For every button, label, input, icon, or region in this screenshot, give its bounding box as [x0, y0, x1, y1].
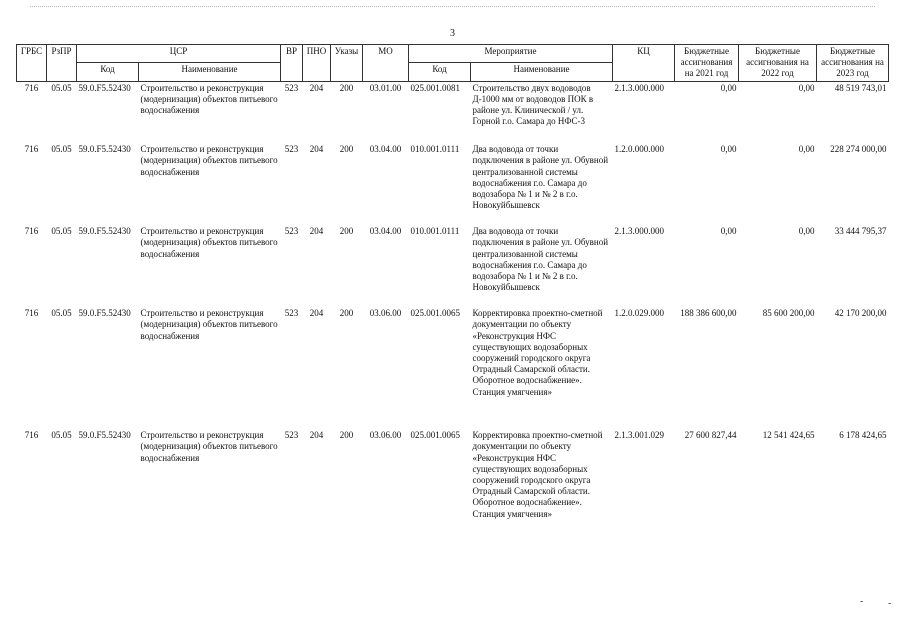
cell-grbs: 716 [24, 430, 39, 441]
cell-rzpr: 05.05 [51, 430, 72, 441]
cell-budget-2022: 0,00 [798, 144, 815, 155]
cell-budget-2021: 0,00 [720, 144, 737, 155]
cell-kc: 1.2.0.000.000 [614, 144, 664, 155]
header-csr: ЦСР [77, 45, 281, 63]
cell-vr: 523 [284, 82, 299, 93]
cell-csr-name: Строительство и реконструкция (модернизация) объектов питьевого водоснабжения [140, 430, 278, 463]
cell-rzpr: 05.05 [51, 82, 72, 93]
cell-budget-2023: 228 274 000,00 [830, 144, 887, 155]
header-vr: ВР [281, 45, 303, 82]
cell-pno: 204 [309, 226, 324, 237]
cell-csr-code: 59.0.F5.52430 [78, 226, 131, 237]
header-budget-2022: Бюджетные ассигнования на 2022 год [739, 45, 817, 82]
cell-ukazy: 200 [339, 144, 354, 155]
cell-vr: 523 [284, 144, 299, 155]
table-row [17, 225, 889, 307]
cell-grbs: 716 [24, 226, 39, 237]
cell-event-code: 010.001.0111 [410, 144, 460, 155]
cell-csr-name: Строительство и реконструкция (модернизация) объектов питьевого водоснабжения [140, 226, 278, 259]
cell-kc: 2.1.3.000.000 [614, 226, 664, 237]
cell-event-name: Два водовода от точки подключения в районе ул. Обувной централизованной системы водоснабжения г.о. Самара до водозабора № 1 и № 2 в г.о. Новокуйбышевск [472, 144, 609, 211]
cell-event-name: Корректировка проектно-сметной документации по объекту «Реконструкция НФС существующих водозаборных сооружений городского округа Отрадный Самарской области. Оборотное водоснабжение». Станция умягчения» [472, 430, 603, 519]
cell-pno: 204 [309, 82, 324, 93]
cell-pno: 204 [309, 144, 324, 155]
cell-budget-2022: 12 541 424,65 [762, 430, 815, 441]
header-grbs: ГРБС [17, 45, 47, 82]
cell-budget-2023: 33 444 795,37 [834, 226, 887, 237]
cell-budget-2022: 0,00 [798, 226, 815, 237]
cell-mo: 03.04.00 [369, 226, 402, 237]
cell-budget-2023: 48 519 743,01 [834, 82, 887, 93]
header-pno: ПНО [303, 45, 331, 82]
cell-budget-2022: 0,00 [798, 82, 815, 93]
header-budget-2021: Бюджетные ассигнования на 2021 год [675, 45, 739, 82]
page-number: 3 [450, 28, 455, 39]
cell-budget-2023: 42 170 200,00 [834, 308, 887, 319]
cell-event-name: Два водовода от точки подключения в районе ул. Обувной централизованной системы водоснабжения г.о. Самара до водозабора № 1 и № 2 в г.о. Новокуйбышевск [472, 226, 609, 293]
cell-ukazy: 200 [339, 430, 354, 441]
cell-csr-code: 59.0.F5.52430 [78, 308, 131, 319]
cell-kc: 1.2.0.029.000 [614, 308, 664, 319]
table-row [17, 429, 889, 533]
table-row [17, 143, 889, 225]
cell-event-name: Строительство двух водоводов Д-1000 мм от водоводов ПОК в районе ул. Клинической / ул. Горной г.о. Самара до НФС-3 [472, 82, 594, 127]
cell-csr-name: Строительство и реконструкция (модернизация) объектов питьевого водоснабжения [140, 308, 278, 341]
cell-budget-2022: 85 600 200,00 [762, 308, 815, 319]
cell-csr-name: Строительство и реконструкция (модернизация) объектов питьевого водоснабжения [140, 144, 278, 177]
cell-rzpr: 05.05 [51, 308, 72, 319]
header-event-name: Наименование [471, 63, 613, 81]
scan-speck: - [860, 596, 864, 607]
header-ukazy: Указы [331, 45, 363, 82]
header-rzpr: РзПР [47, 45, 77, 82]
cell-event-code: 010.001.0111 [410, 226, 460, 237]
cell-rzpr: 05.05 [51, 226, 72, 237]
header-csr-code: Код [77, 63, 139, 81]
cell-grbs: 716 [24, 82, 39, 93]
cell-mo: 03.06.00 [369, 308, 402, 319]
cell-rzpr: 05.05 [51, 144, 72, 155]
cell-event-code: 025.001.0065 [410, 430, 460, 441]
cell-event-name: Корректировка проектно-сметной документации по объекту «Реконструкция НФС существующих водозаборных сооружений городского округа Отрадный Самарской области. Оборотное водоснабжение». Станция умягчения» [472, 308, 603, 397]
cell-csr-name: Строительство и реконструкция (модернизация) объектов питьевого водоснабжения [140, 82, 278, 116]
cell-event-code: 025.001.0065 [410, 308, 460, 319]
cell-csr-code: 59.0.F5.52430 [78, 430, 131, 441]
table-row [17, 81, 889, 143]
header-event-code: Код [409, 63, 471, 81]
header-budget-2023: Бюджетные ассигнования на 2023 год [817, 45, 889, 82]
cell-vr: 523 [284, 430, 299, 441]
cell-budget-2021: 0,00 [720, 82, 737, 93]
header-csr-name: Наименование [139, 63, 281, 81]
cell-mo: 03.01.00 [369, 82, 402, 93]
cell-kc: 2.1.3.000.000 [614, 82, 664, 93]
table-row [17, 307, 889, 429]
cell-ukazy: 200 [339, 226, 354, 237]
cell-ukazy: 200 [339, 308, 354, 319]
cell-vr: 523 [284, 226, 299, 237]
cell-vr: 523 [284, 308, 299, 319]
cell-mo: 03.04.00 [369, 144, 402, 155]
scan-speck: - [888, 598, 892, 609]
cell-pno: 204 [309, 308, 324, 319]
cell-grbs: 716 [24, 144, 39, 155]
budget-table [16, 44, 889, 533]
header-event: Мероприятие [409, 45, 613, 63]
cell-budget-2021: 0,00 [720, 226, 737, 237]
header-mo: МО [363, 45, 409, 82]
scan-top-border [30, 6, 875, 7]
cell-grbs: 716 [24, 308, 39, 319]
cell-kc: 2.1.3.001.029 [614, 430, 664, 441]
cell-mo: 03.06.00 [369, 430, 402, 441]
cell-csr-code: 59.0.F5.52430 [78, 82, 131, 93]
cell-pno: 204 [309, 430, 324, 441]
cell-event-code: 025.001.0081 [410, 82, 460, 93]
cell-budget-2021: 188 386 600,00 [680, 308, 737, 319]
cell-budget-2021: 27 600 827,44 [684, 430, 737, 441]
cell-ukazy: 200 [339, 82, 354, 93]
cell-budget-2023: 6 178 424,65 [839, 430, 887, 441]
cell-csr-code: 59.0.F5.52430 [78, 144, 131, 155]
header-kc: КЦ [613, 45, 675, 82]
